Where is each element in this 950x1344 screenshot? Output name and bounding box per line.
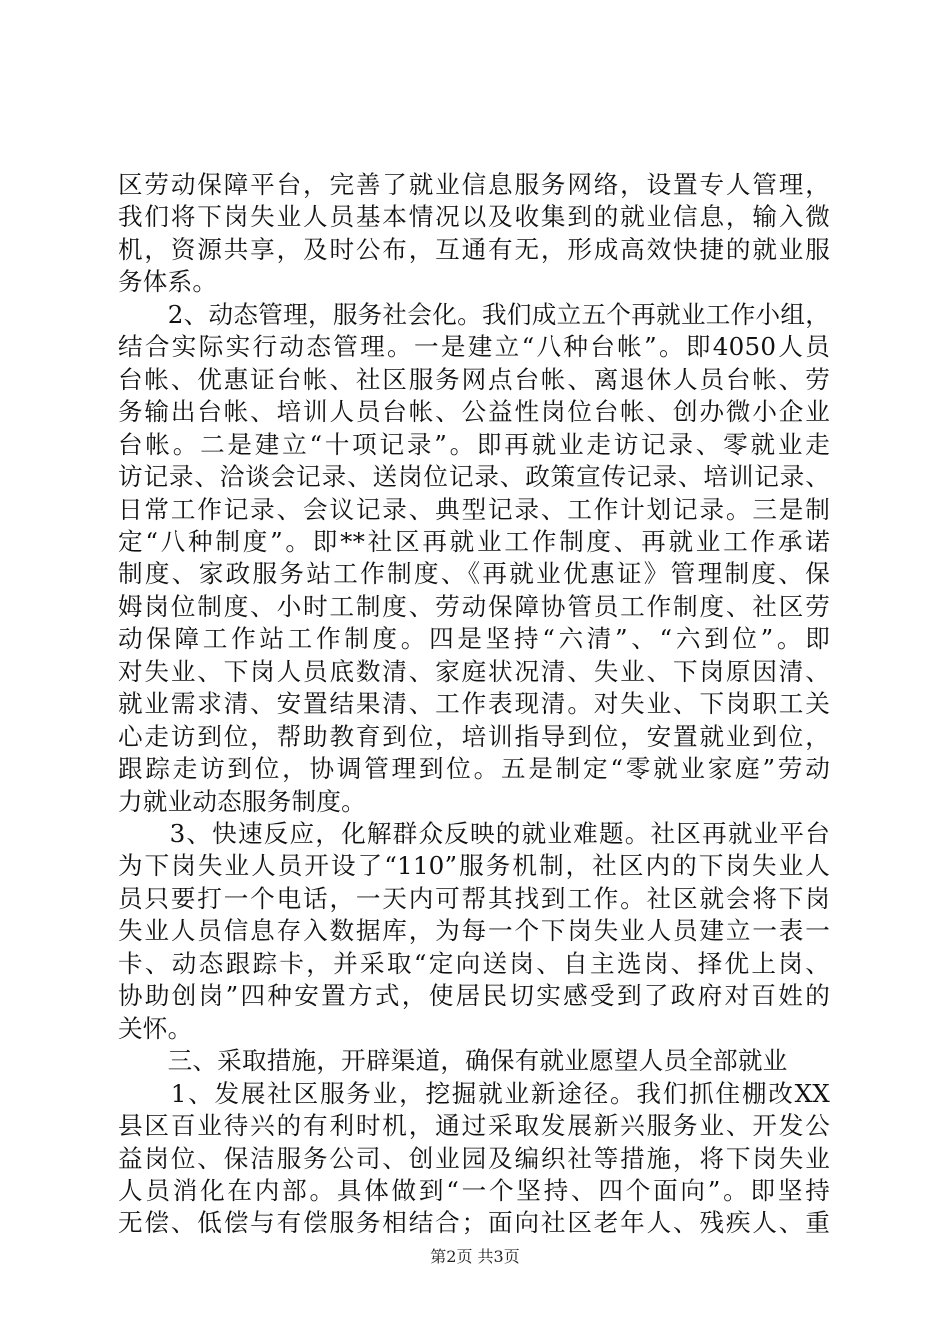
text-line: 失业人员信息存入数据库，为每一个下岗失业人员建立一表一 <box>118 916 830 946</box>
text-line: 区劳动保障平台，完善了就业信息服务网络，设置专人管理， <box>118 170 830 199</box>
text-line: 跟踪走访到位，协调管理到位。五是制定“零就业家庭”劳动 <box>118 754 830 784</box>
text-line: 协助创岗”四种安置方式，使居民切实感受到了政府对百姓的 <box>118 981 830 1011</box>
text-line: 机，资源共享，及时公布，互通有无，形成高效快捷的就业服 <box>118 234 830 264</box>
text-line: 对失业、下岗人员底数清、家庭状况清、失业、下岗原因清、 <box>118 656 830 686</box>
text-line: 无偿、低偿与有偿服务相结合；面向社区老年人、残疾人、重 <box>118 1208 830 1238</box>
page-footer: 第2页 共3页 <box>430 1247 520 1266</box>
text-line: 心走访到位，帮助教育到位，培训指导到位，安置就业到位， <box>118 721 830 751</box>
text-line: 制度、家政服务站工作制度、《再就业优惠证》管理制度、保 <box>118 559 830 589</box>
text-line: 人员消化在内部。具体做到“一个坚持、四个面向”。即坚持 <box>118 1175 830 1205</box>
text-line: 动保障工作站工作制度。四是坚持“六清”、“六到位”。即 <box>118 624 830 654</box>
text-line: 三、采取措施，开辟渠道，确保有就业愿望人员全部就业 <box>118 1046 788 1076</box>
text-line: 卡、动态跟踪卡，并采取“定向送岗、自主选岗、择优上岗、 <box>118 948 830 978</box>
text-line: 就业需求清、安置结果清、工作表现清。对失业、下岗职工关 <box>118 689 830 719</box>
text-line: 务体系。 <box>118 267 218 297</box>
text-line: 台帐、优惠证台帐、社区服务网点台帐、离退休人员台帐、劳 <box>118 364 830 394</box>
text-line: 县区百业待兴的有利时机，通过采取发展新兴服务业、开发公 <box>118 1111 830 1141</box>
text-line: 定“八种制度”。即**社区再就业工作制度、再就业工作承诺 <box>118 526 830 556</box>
text-line: 员只要打一个电话，一天内可帮其找到工作。社区就会将下岗 <box>118 883 830 913</box>
text-line: 结合实际实行动态管理。一是建立“八种台帐”。即4050人员 <box>118 332 830 362</box>
text-line: 为下岗失业人员开设了“110”服务机制，社区内的下岗失业人 <box>118 851 830 881</box>
text-line: 我们将下岗失业人员基本情况以及收集到的就业信息，输入微 <box>118 202 830 232</box>
text-line: 台帐。二是建立“十项记录”。即再就业走访记录、零就业走 <box>118 429 830 459</box>
text-line: 3、快速反应，化解群众反映的就业难题。社区再就业平台 <box>118 819 830 848</box>
text-line: 力就业动态服务制度。 <box>118 786 366 816</box>
text-line: 务输出台帐、培训人员台帐、公益性岗位台帐、创办微小企业 <box>118 397 830 427</box>
text-line: 1、发展社区服务业，挖掘就业新途径。我们抓住棚改XX <box>118 1078 830 1108</box>
text-line: 益岗位、保洁服务公司、创业园及编织社等措施，将下岗失业 <box>118 1143 830 1173</box>
text-line: 2、动态管理，服务社会化。我们成立五个再就业工作小组， <box>118 299 830 329</box>
text-line: 访记录、洽谈会记录、送岗位记录、政策宣传记录、培训记录、 <box>118 462 830 492</box>
text-line: 关怀。 <box>118 1013 193 1043</box>
text-line: 姆岗位制度、小时工制度、劳动保障协管员工作制度、社区劳 <box>118 591 830 621</box>
text-line: 日常工作记录、会议记录、典型记录、工作计划记录。三是制 <box>118 494 830 524</box>
